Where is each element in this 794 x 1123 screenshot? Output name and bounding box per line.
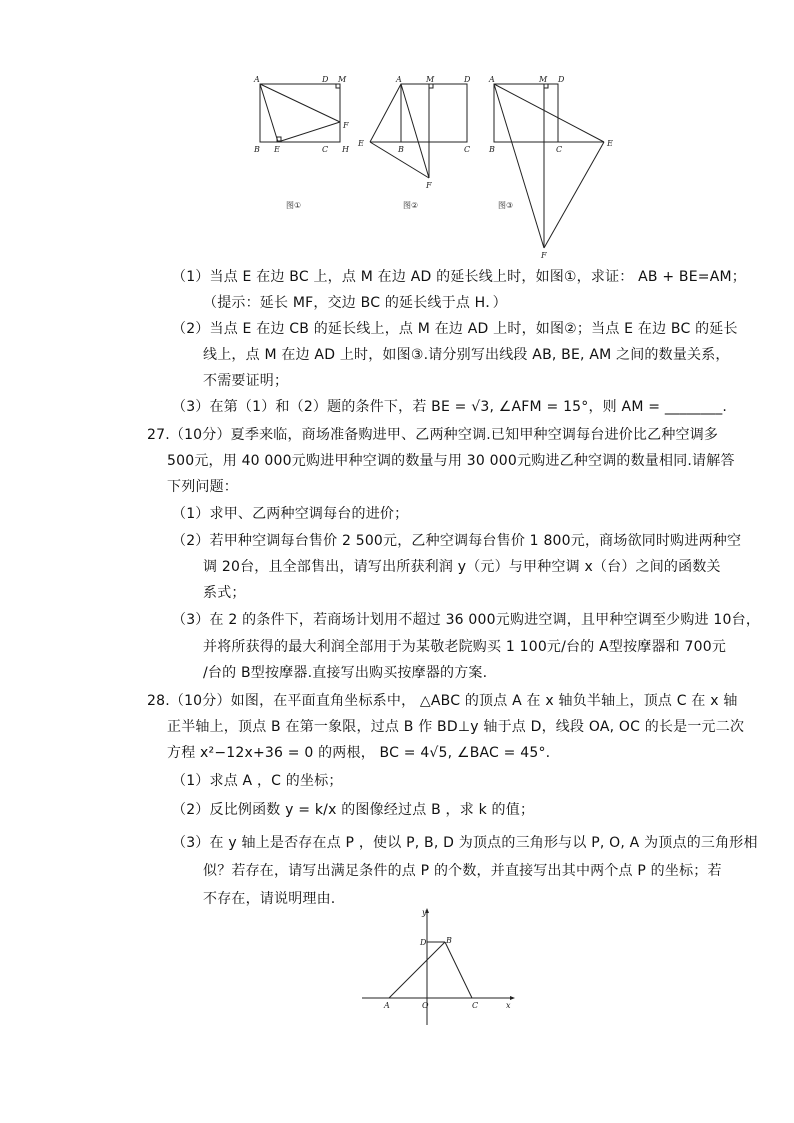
label-e: E bbox=[274, 145, 280, 154]
label-h: H bbox=[342, 145, 349, 154]
label-f: F bbox=[343, 121, 349, 130]
q26-part2-line3: 不需要证明； bbox=[203, 373, 289, 389]
label-c: C bbox=[322, 145, 329, 154]
label-f: F bbox=[541, 251, 547, 260]
q27-stem-line1: 27.（10分）夏季来临，商场准备购进甲、乙两种空调.已知甲种空调每台进价比乙种空调多 bbox=[147, 427, 719, 443]
figure-caption: 图③ bbox=[498, 201, 514, 210]
figure-coordinate-plane bbox=[360, 905, 520, 1030]
label-e: E bbox=[607, 139, 613, 148]
q27-stem-line2: 500元，用 40 000元购进甲种空调的数量与用 30 000元购进乙种空调的数量相同.请解答 bbox=[167, 453, 735, 469]
label-x: x bbox=[506, 1001, 511, 1010]
figure-2 bbox=[356, 70, 476, 220]
figure-3 bbox=[484, 70, 624, 260]
label-b: B bbox=[446, 936, 452, 945]
q26-part2-line2: 线上，点 M 在边 AD 上时，如图③.请分别写出线段 AB, BE, AM 之间的数量关系， bbox=[203, 347, 730, 363]
q28-stem-line2: 正半轴上，顶点 B 在第一象限，过点 B 作 BD⊥y 轴于点 D，线段 OA, OC 的长是一元二次 bbox=[167, 719, 745, 735]
q28-stem-line3: 方程 x²−12x+36 = 0 的两根， BC = 4√5, ∠BAC = 45°. bbox=[167, 745, 551, 761]
label-a: A bbox=[254, 75, 260, 84]
label-d: D bbox=[322, 75, 329, 84]
label-m: M bbox=[338, 75, 347, 84]
label-a: A bbox=[384, 1001, 390, 1010]
q27-part3-line3: /台的 B型按摩器.直接写出购买按摩器的方案. bbox=[203, 665, 488, 681]
label-d: D bbox=[464, 75, 471, 84]
q27-stem-line3: 下列问题： bbox=[167, 479, 238, 495]
x-axis-arrow-icon bbox=[510, 996, 515, 1000]
q27-part3-line2: 并将所获得的最大利润全部用于为某敬老院购买 1 100元/台的 A型按摩器和 700元 bbox=[203, 639, 727, 655]
q27-part2-line1: （2）若甲种空调每台售价 2 500元，乙种空调每台售价 1 800元，商场欲同时购进两种空 bbox=[172, 533, 742, 549]
label-b: B bbox=[254, 145, 260, 154]
label-b: B bbox=[489, 145, 495, 154]
figure-caption: 图② bbox=[403, 201, 419, 210]
square-abcd bbox=[260, 84, 340, 142]
q27-part3-line1: （3）在 2 的条件下，若商场计划用不超过 36 000元购进空调，且甲种空调至少购进 10台， bbox=[172, 612, 761, 628]
label-c: C bbox=[472, 1001, 479, 1010]
q27-part2-line3: 系式； bbox=[203, 585, 246, 601]
label-a: A bbox=[396, 75, 402, 84]
square-abcd bbox=[401, 84, 467, 142]
q26-part3: （3）在第（1）和（2）题的条件下，若 BE = √3, ∠AFM = 15°，则 AM = ________. bbox=[172, 399, 728, 415]
label-m: M bbox=[426, 75, 435, 84]
figure-1 bbox=[250, 70, 360, 220]
q26-part1-line1: （1）当点 E 在边 BC 上，点 M 在边 AD 的延长线上时，如图①，求证： AB + BE=AM； bbox=[172, 269, 746, 285]
q26-part1-hint: （提示：延长 MF，交边 BC 的延长线于点 H．） bbox=[203, 295, 507, 311]
q27-part2-line2: 调 20台，且全部售出，请写出所获利润 y（元）与甲种空调 x（台）之间的函数关 bbox=[203, 559, 721, 575]
q27-part1: （1）求甲、乙两种空调每台的进价； bbox=[172, 506, 409, 522]
label-a: A bbox=[489, 75, 495, 84]
figure-caption: 图① bbox=[286, 201, 302, 210]
label-c: C bbox=[464, 145, 471, 154]
q28-part1: （1）求点 A ，C 的坐标； bbox=[172, 773, 343, 789]
label-f: F bbox=[426, 181, 432, 190]
q28-part3-line3: 不存在，请说明理由. bbox=[203, 891, 336, 907]
label-m: M bbox=[539, 75, 548, 84]
label-c: C bbox=[556, 145, 563, 154]
q28-part3-line1: （3）在 y 轴上是否存在点 P ，使以 P, B, D 为顶点的三角形与以 P, O, A 为顶点的三角形相 bbox=[172, 835, 758, 851]
label-b: B bbox=[398, 145, 404, 154]
label-o: O bbox=[422, 1001, 429, 1010]
label-y: y bbox=[422, 908, 427, 917]
label-e: E bbox=[358, 139, 364, 148]
q28-part2: （2）反比例函数 y = k/x 的图像经过点 B ，求 k 的值； bbox=[172, 802, 535, 818]
q28-part3-line2: 似？若存在，请写出满足条件的点 P 的个数，并直接写出其中两个点 P 的坐标；若 bbox=[203, 863, 722, 879]
q28-stem-line1: 28.（10分）如图，在平面直角坐标系中， △ABC 的顶点 A 在 x 轴负半轴上，顶点 C 在 x 轴 bbox=[147, 693, 738, 709]
label-d: D bbox=[420, 938, 427, 947]
q26-part2-line1: （2）当点 E 在边 CB 的延长线上，点 M 在边 AD 上时，如图②；当点 E 在边 BC 的延长 bbox=[172, 321, 738, 337]
label-d: D bbox=[558, 75, 565, 84]
